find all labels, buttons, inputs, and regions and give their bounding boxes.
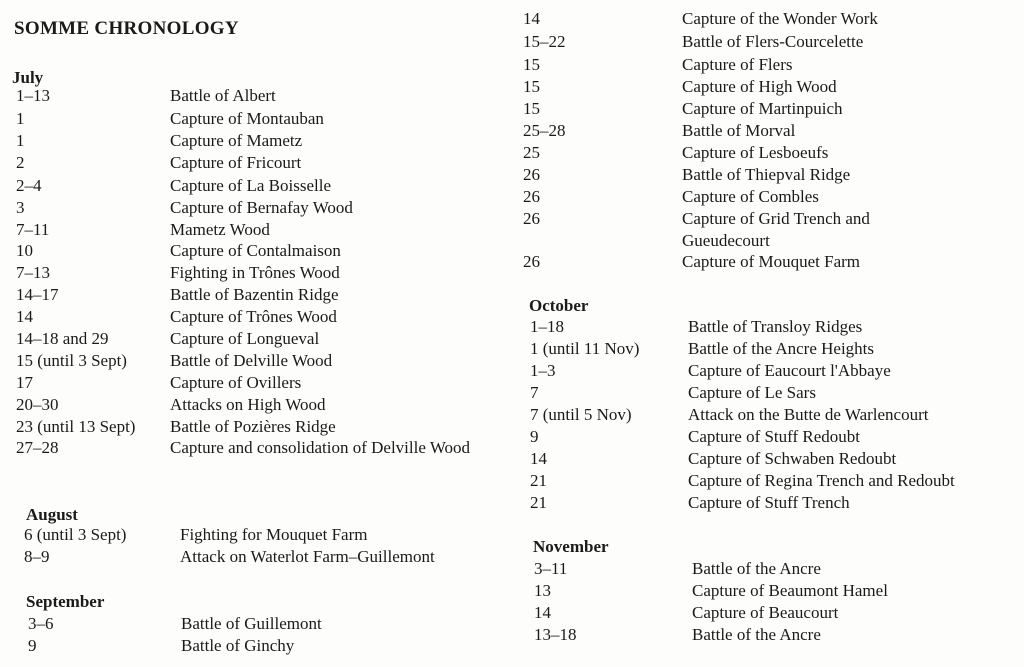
entry-event: Attacks on High Wood: [170, 395, 326, 414]
entry-date: 3–6: [28, 614, 54, 633]
entry-date: 21: [530, 493, 547, 512]
entry-event: Fighting for Mouquet Farm: [180, 525, 368, 544]
entry-event: Battle of the Ancre: [692, 625, 821, 644]
month-heading-july: July: [12, 68, 44, 87]
entry-date: 1–18: [530, 317, 564, 336]
entry-event: Capture of Montauban: [170, 109, 324, 128]
entry-date: 7 (until 5 Nov): [530, 405, 632, 424]
entry-date: 15: [523, 55, 540, 74]
entry-date: 3–11: [534, 559, 568, 578]
entry-event: Capture of Le Sars: [688, 383, 816, 402]
entry-event: Capture of the Wonder Work: [682, 9, 878, 28]
entry-event: Capture of Regina Trench and Redoubt: [688, 471, 955, 490]
entry-event: Capture of Longueval: [170, 329, 320, 348]
month-heading-september: September: [26, 592, 105, 611]
entry-event: Capture of Fricourt: [170, 153, 302, 172]
entry-date: 6 (until 3 Sept): [24, 525, 127, 544]
entry-event: Battle of Pozières Ridge: [170, 417, 336, 436]
entry-date: 9: [28, 636, 37, 655]
entry-date: 1: [16, 109, 25, 128]
entry-event: Capture of Bernafay Wood: [170, 198, 353, 217]
entry-date: 8–9: [24, 547, 50, 566]
entry-date: 15 (until 3 Sept): [16, 351, 127, 370]
entry-event: Capture of Contalmaison: [170, 241, 341, 260]
entry-event: Capture of Lesboeufs: [682, 143, 829, 162]
entry-event: Capture of Ovillers: [170, 373, 302, 392]
entry-date: 14: [534, 603, 551, 622]
entry-date: 26: [523, 252, 540, 271]
entry-event: Capture of Beaucourt: [692, 603, 839, 622]
entry-date: 20–30: [16, 395, 59, 414]
entry-event: Capture of Beaumont Hamel: [692, 581, 888, 600]
entry-event: Battle of Guillemont: [181, 614, 322, 633]
entry-event: Attack on Waterlot Farm–Guillemont: [180, 547, 435, 566]
entry-event: Battle of the Ancre Heights: [688, 339, 875, 358]
entry-date: 1–3: [530, 361, 556, 380]
entry-event: Capture of Stuff Redoubt: [688, 427, 861, 446]
entry-event: Capture of Stuff Trench: [688, 493, 850, 512]
entry-date: 1–13: [16, 86, 50, 105]
entry-date: 17: [16, 373, 33, 392]
entry-date: 25: [523, 143, 540, 162]
entry-event: Capture of Combles: [682, 187, 819, 206]
entry-event: Fighting in Trônes Wood: [170, 263, 340, 282]
entry-event: Battle of Flers-Courcelette: [682, 32, 864, 51]
entry-date: 14: [16, 307, 33, 326]
entry-event: Capture of Flers: [682, 55, 793, 74]
entry-date: 15: [523, 99, 540, 118]
entry-date: 7–13: [16, 263, 50, 282]
entry-date: 2: [16, 153, 25, 172]
entry-date: 23 (until 13 Sept): [16, 417, 136, 436]
entry-event: Battle of Delville Wood: [170, 351, 333, 370]
entry-event: Mametz Wood: [170, 220, 270, 239]
entry-event: Attack on the Butte de Warlencourt: [688, 405, 929, 424]
entry-event: Capture of Schwaben Redoubt: [688, 449, 897, 468]
entry-date: 7: [530, 383, 539, 402]
month-heading-august: August: [26, 505, 78, 524]
entry-date: 13–18: [534, 625, 577, 644]
entry-event: Capture of Trônes Wood: [170, 307, 337, 326]
entry-date: 7–11: [16, 220, 50, 239]
entry-date: 26: [523, 209, 540, 228]
entry-event: Capture of Mametz: [170, 131, 303, 150]
entry-event: Capture of Eaucourt l'Abbaye: [688, 361, 891, 380]
entry-date: 14–17: [16, 285, 59, 304]
entry-date: 3: [16, 198, 25, 217]
entry-event: Battle of Ginchy: [181, 636, 295, 655]
entry-date: 10: [16, 241, 33, 260]
entry-event: Capture of High Wood: [682, 77, 837, 96]
month-heading-november: November: [533, 537, 609, 556]
entry-event: Capture of Grid Trench and Gueudecourt: [682, 209, 870, 250]
entry-event: Battle of Transloy Ridges: [688, 317, 863, 336]
entry-date: 1: [16, 131, 25, 150]
entry-date: 14–18 and 29: [16, 329, 109, 348]
entry-date: 21: [530, 471, 547, 490]
month-heading-october: October: [529, 296, 589, 315]
entry-event: Battle of Thiepval Ridge: [682, 165, 851, 184]
entry-date: 2–4: [16, 176, 42, 195]
entry-event: Battle of Morval: [682, 121, 796, 140]
entry-date: 25–28: [523, 121, 566, 140]
entry-date: 26: [523, 165, 540, 184]
entry-date: 26: [523, 187, 540, 206]
entry-event: Capture of La Boisselle: [170, 176, 331, 195]
entry-event: Battle of Bazentin Ridge: [170, 285, 339, 304]
entry-date: 14: [530, 449, 547, 468]
entry-date: 1 (until 11 Nov): [530, 339, 640, 358]
entry-date: 14: [523, 9, 540, 28]
page-title: SOMME CHRONOLOGY: [14, 18, 239, 39]
entry-date: 9: [530, 427, 539, 446]
entry-event: Capture of Mouquet Farm: [682, 252, 860, 271]
entry-date: 27–28: [16, 438, 59, 457]
entry-date: 13: [534, 581, 551, 600]
entry-event: Battle of Albert: [170, 86, 276, 105]
entry-event: Battle of the Ancre: [692, 559, 821, 578]
entry-event: Capture and consolidation of Delville Wood: [170, 438, 471, 457]
entry-date: 15–22: [523, 32, 566, 51]
entry-date: 15: [523, 77, 540, 96]
entry-event: Capture of Martinpuich: [682, 99, 843, 118]
